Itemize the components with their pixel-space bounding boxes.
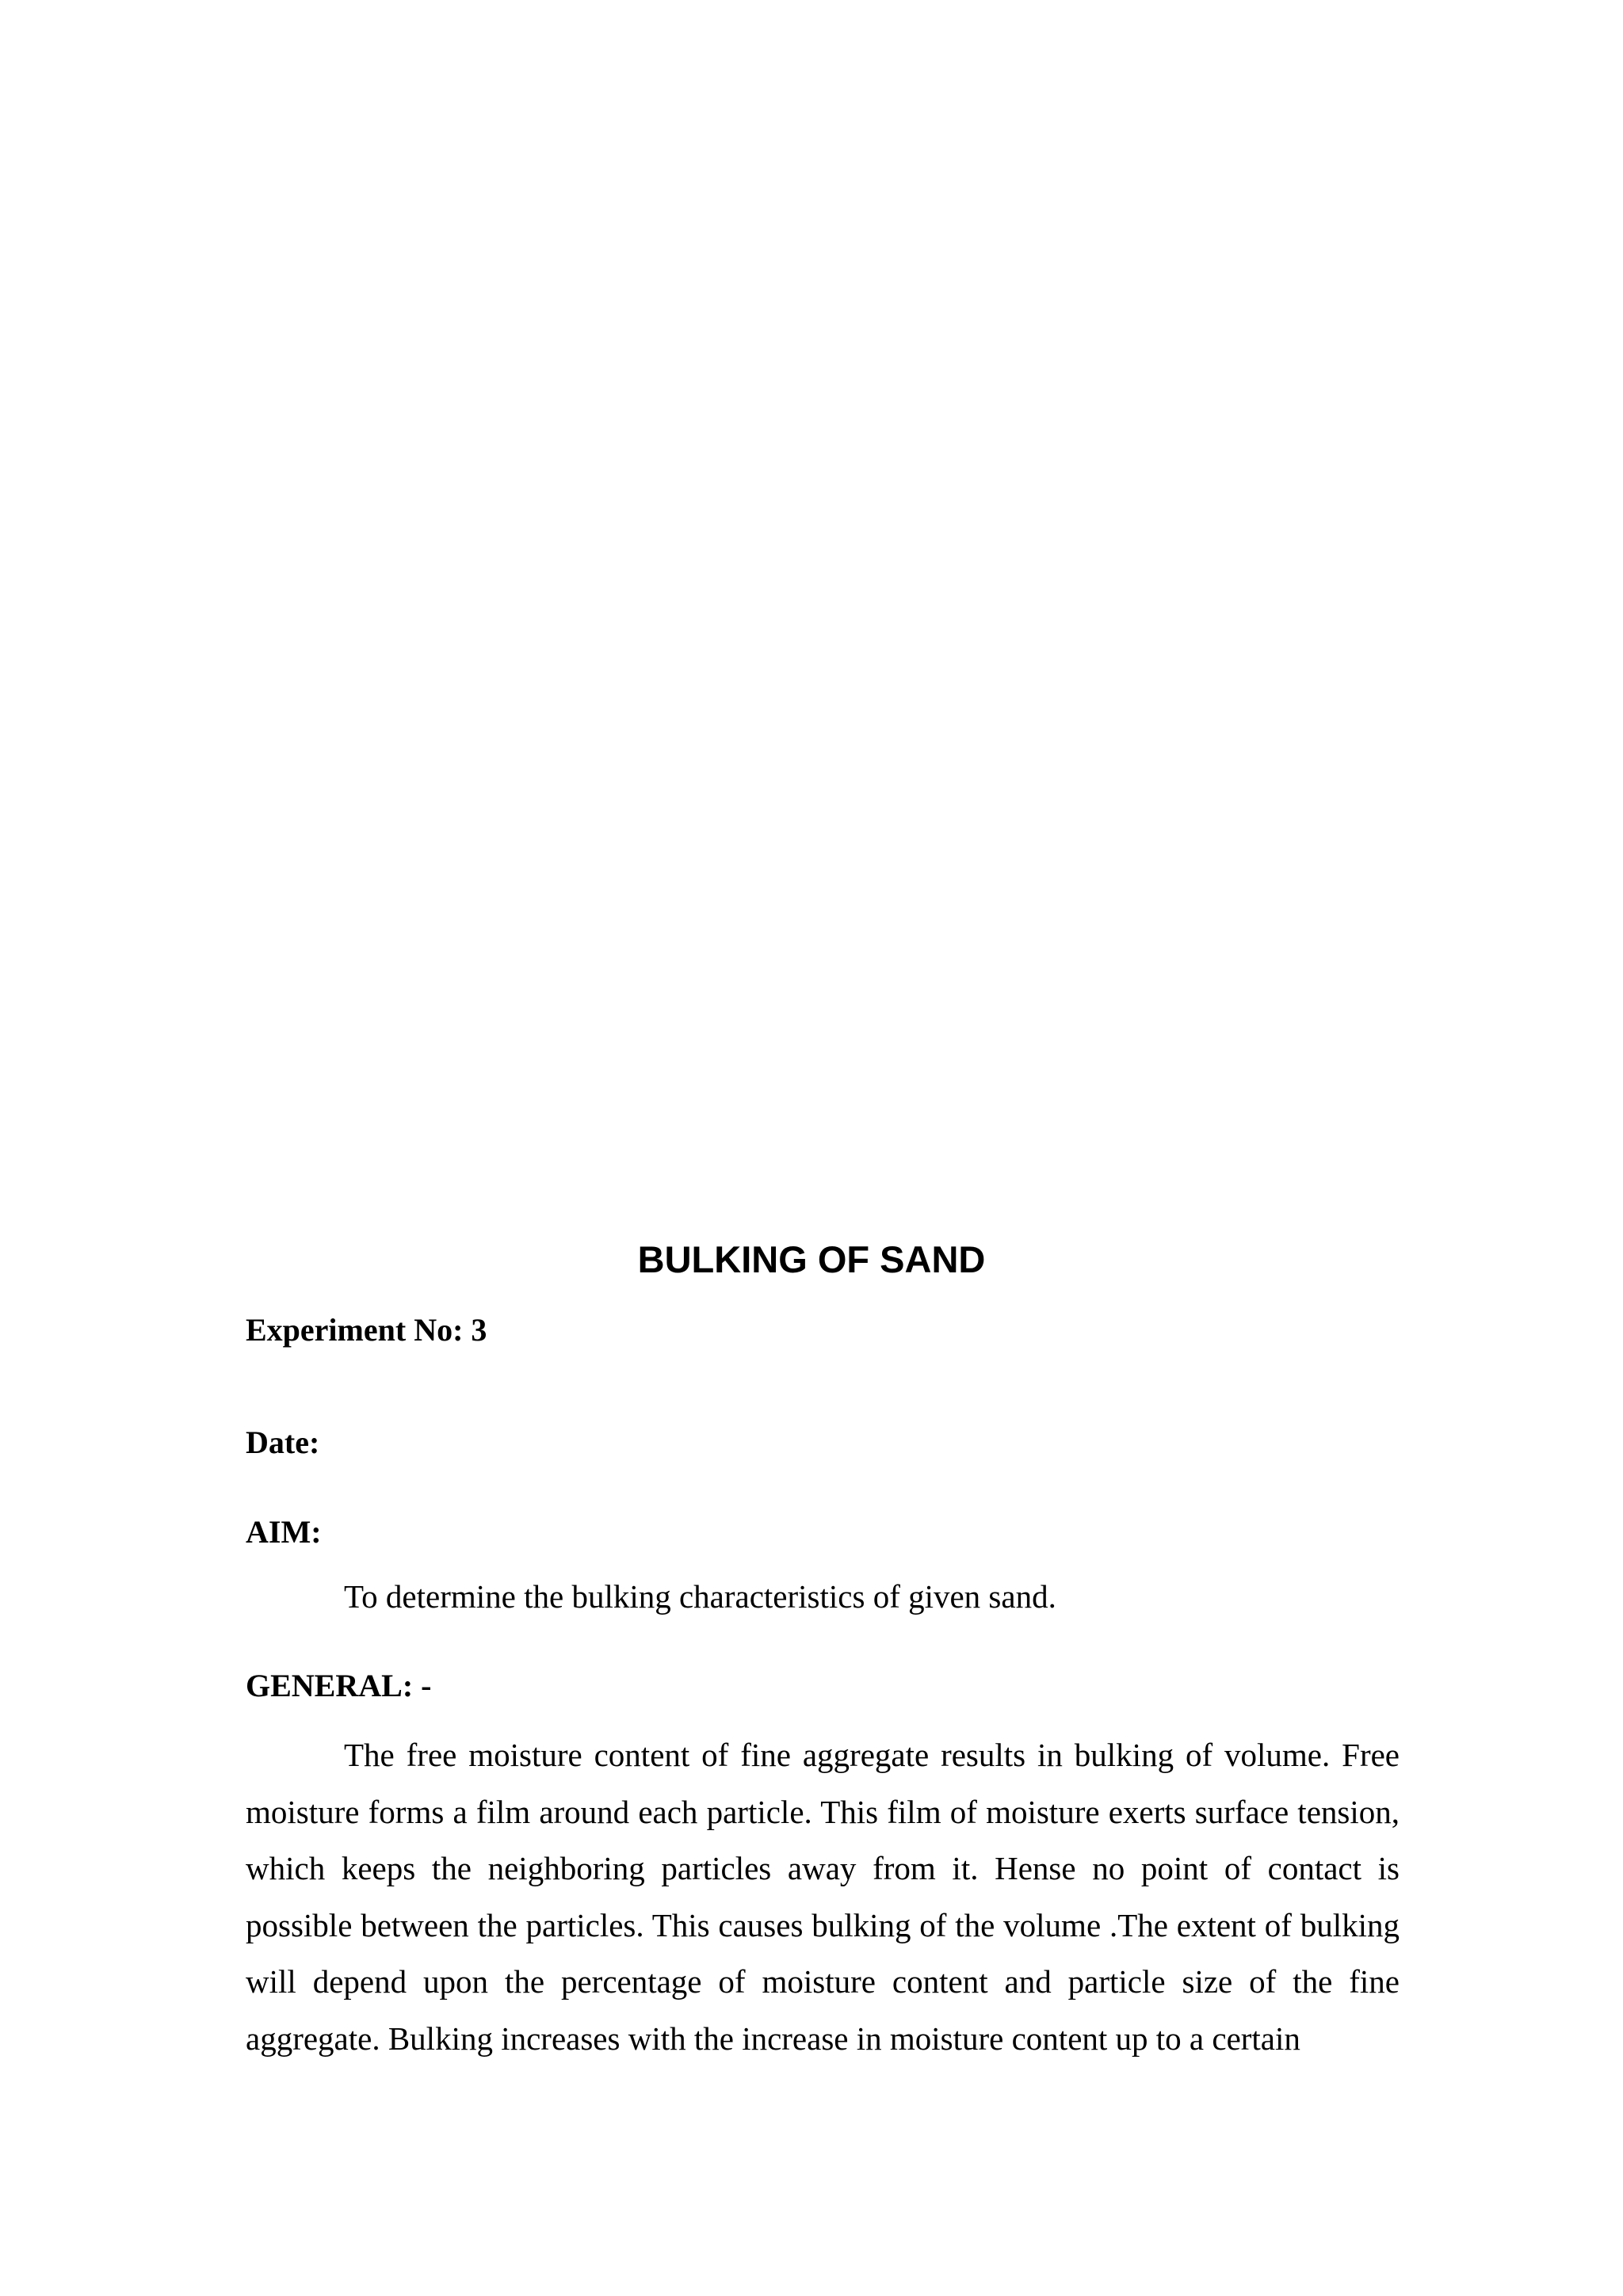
page-title: BULKING OF SAND [637, 1238, 986, 1280]
aim-heading: AIM: [246, 1514, 322, 1550]
general-heading: GENERAL: - [246, 1668, 432, 1703]
date-label: Date: [246, 1425, 320, 1460]
experiment-number: Experiment No: 3 [246, 1312, 487, 1348]
general-paragraph: The free moisture content of fine aggregate results in bulking of volume. Free moisture forms a film around each particle. This film of moisture exerts surface tension, which keeps the neighboring particles away from it. Hense no point of contact is possible between the particles. This causes bulking of the volume .The extent of bulking will depend upon the percentage of moisture content and particle size of the fine aggregate. Bulking increases with the increase in moisture content up to a certain [246, 1737, 1400, 2057]
aim-text: To determine the bulking characteristics of given sand. [344, 1578, 1056, 1615]
